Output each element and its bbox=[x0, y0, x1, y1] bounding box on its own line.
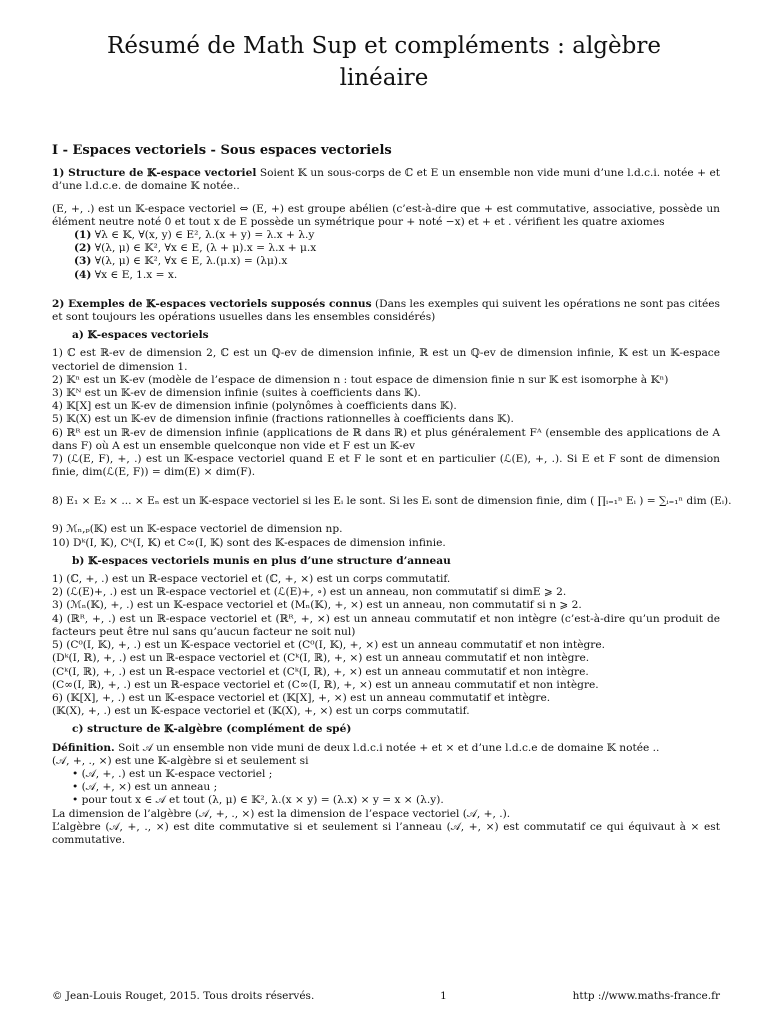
website-link[interactable]: http ://www.maths-france.fr bbox=[572, 990, 720, 1002]
section-heading: I - Espaces vectoriels - Sous espaces vectoriels bbox=[52, 143, 392, 158]
subsubsection-c: c) structure de 𝕂-algèbre (complément de spé) bbox=[72, 723, 352, 736]
paragraph-structure bbox=[52, 167, 720, 193]
document-body bbox=[52, 143, 732, 847]
axiom-text: ∀(λ, μ) ∈ 𝕂², ∀x ∈ E, (λ + μ).x = λ.x + μ.x bbox=[91, 242, 317, 255]
definition-line: (𝒜, +, ., ×) est une 𝕂-algèbre si et seulement si bbox=[52, 754, 309, 767]
list-b bbox=[52, 573, 720, 718]
list-item: 6) (𝕂[X], +, .) est un 𝕂-espace vectoriel et (𝕂[X], +, ×) est un anneau commutatif et intègre. bbox=[52, 691, 551, 704]
axiom-number: (4) bbox=[74, 268, 92, 281]
paragraph-text: Soient 𝕂 un sous-corps de ℂ et E un ensemble non vide muni d’une l.d.c.i. notée + et d’une l.d.c.e. de domaine 𝕂 notée.. bbox=[52, 167, 720, 193]
subsubsection-b: b) 𝕂-espaces vectoriels munis en plus d’une structure d’anneau bbox=[72, 554, 451, 567]
list-item: 6) ℝᴿ est un ℝ-ev de dimension infinie (applications de ℝ dans ℝ) et plus généralement Fᴬ (ensemble des applications de A dans F) où A est un ensemble quelconque non vide et F est un 𝕂-ev bbox=[52, 426, 720, 452]
bullet-item: • (𝒜, +, .) est un 𝕂-espace vectoriel ; bbox=[72, 768, 720, 781]
subsubsection-a: a) 𝕂-espaces vectoriels bbox=[72, 329, 209, 342]
list-item: 9) ℳₙ,ₚ(𝕂) est un 𝕂-espace vectoriel de dimension np. bbox=[52, 523, 343, 536]
paragraph-text: (Dans les exemples qui suivent les opérations ne sont pas citées et sont toujours les opérations usuelles dans les ensembles considérés) bbox=[52, 297, 720, 324]
page-title bbox=[0, 30, 768, 94]
axiom-list bbox=[52, 229, 720, 282]
axiom-text: ∀λ ∈ 𝕂, ∀(x, y) ∈ E², λ.(x + y) = λ.x + λ.y bbox=[91, 229, 315, 242]
paragraph-examples bbox=[52, 298, 720, 324]
title-line-2: linéaire bbox=[339, 65, 429, 91]
list-item-formula bbox=[52, 479, 732, 523]
axiom-number: (3) bbox=[74, 255, 92, 268]
list-a bbox=[52, 347, 732, 549]
axiom-item bbox=[74, 242, 720, 255]
list-item: 1) (ℂ, +, .) est un ℝ-espace vectoriel et (ℂ, +, ×) est un corps commutatif. bbox=[52, 573, 451, 586]
formula-text: 8) E₁ × E₂ × ... × Eₙ est un 𝕂-espace vectoriel si les Eᵢ le sont. Si les Eᵢ sont de dimension finie, dim ( ∏ᵢ₌₁ⁿ Eᵢ ) = ∑ᵢ₌₁ⁿ dim (Eᵢ). bbox=[52, 494, 732, 507]
copyright-text: © Jean-Louis Rouget, 2015. Tous droits réservés. bbox=[52, 990, 315, 1002]
list-item: 5) 𝕂(X) est un 𝕂-ev de dimension infinie (fractions rationnelles à coefficients dans 𝕂). bbox=[52, 413, 514, 426]
bullet-item: • pour tout x ∈ 𝒜 et tout (λ, μ) ∈ 𝕂², λ.(x × y) = (λ.x) × y = x × (λ.y). bbox=[72, 794, 720, 807]
list-item: 10) Dᵏ(I, 𝕂), Cᵏ(I, 𝕂) et C∞(I, 𝕂) sont des 𝕂-espaces de dimension infinie. bbox=[52, 536, 446, 549]
paragraph-definition: (E, +, .) est un 𝕂-espace vectoriel ⇔ (E, +) est groupe abélien (c’est-à-dire que + est commutative, associative, possède un élément neutre noté 0 et tout x de E possède un symétrique pour + noté −x) et + et . vérifient les quatre axiomes bbox=[52, 202, 720, 228]
closing-line: L’algèbre (𝒜, +, ., ×) est dite commutative si et seulement si l’anneau (𝒜, +, ×) est commutatif ce qui équivaut à × est commutative. bbox=[52, 820, 720, 846]
list-item: 2) (ℒ(E)+, .) est un ℝ-espace vectoriel et (ℒ(E)+, ∘) est un anneau, non commutatif si dimE ⩾ 2. bbox=[52, 586, 567, 599]
list-item: 2) 𝕂ⁿ est un 𝕂-ev (modèle de l’espace de dimension n : tout espace de dimension finie n sur 𝕂 est isomorphe à 𝕂ⁿ) bbox=[52, 373, 669, 386]
bullet-item: • (𝒜, +, ×) est un anneau ; bbox=[72, 781, 720, 794]
subsection-heading: 1) Structure de 𝕂-espace vectoriel bbox=[52, 167, 257, 180]
list-item: (C∞(I, ℝ), +, .) est un ℝ-espace vectoriel et (C∞(I, ℝ), +, ×) est un anneau commutatif et non intègre. bbox=[52, 678, 599, 691]
list-item: 3) (ℳₙ(𝕂), +, .) est un 𝕂-espace vectoriel et (Mₙ(𝕂), +, ×) est un anneau, non commutatif si n ⩾ 2. bbox=[52, 599, 582, 612]
page-footer bbox=[52, 990, 720, 1003]
list-item: 4) (ℝᴿ, +, .) est un ℝ-espace vectoriel et (ℝᴿ, +, ×) est un anneau commutatif et non intègre (c’est-à-dire qu’un produit de facteurs peut être nul sans qu’aucun facteur ne soit nul) bbox=[52, 612, 720, 638]
axiom-item bbox=[74, 269, 720, 282]
closing-line: La dimension de l’algèbre (𝒜, +, ., ×) est la dimension de l’espace vectoriel (𝒜, +, .). bbox=[52, 807, 511, 820]
title-line-1: Résumé de Math Sup et compléments : algèbre bbox=[107, 33, 661, 59]
list-item: 5) (C⁰(I, 𝕂), +, .) est un 𝕂-espace vectoriel et (C⁰(I, 𝕂), +, ×) est un anneau commutatif et non intègre. bbox=[52, 639, 605, 652]
list-item: 7) (ℒ(E, F), +, .) est un 𝕂-espace vectoriel quand E et F le sont et en particulier (ℒ(E), +, .). Si E et F sont de dimension finie, dim(ℒ(E, F)) = dim(E) × dim(F). bbox=[52, 453, 720, 479]
definition-paragraph bbox=[52, 742, 720, 755]
definition-label: Définition. bbox=[52, 741, 115, 754]
list-item: 3) 𝕂ᴺ est un 𝕂-ev de dimension infinie (suites à coefficients dans 𝕂). bbox=[52, 387, 421, 400]
list-item: (Dᵏ(I, ℝ), +, .) est un ℝ-espace vectoriel et (Cᵏ(I, ℝ), +, ×) est un anneau commutatif et non intègre. bbox=[52, 652, 590, 665]
bullet-list bbox=[52, 768, 720, 808]
axiom-text: ∀x ∈ E, 1.x = x. bbox=[91, 268, 178, 281]
axiom-item bbox=[74, 229, 720, 242]
subsection-heading: 2) Exemples de 𝕂-espaces vectoriels supposés connus bbox=[52, 297, 372, 310]
definition-text: Soit 𝒜 un ensemble non vide muni de deux l.d.c.i notée + et × et d’une l.d.c.e de domaine 𝕂 notée .. bbox=[114, 741, 660, 754]
axiom-text: ∀(λ, μ) ∈ 𝕂², ∀x ∈ E, λ.(μ.x) = (λμ).x bbox=[91, 255, 288, 268]
list-item: 1) ℂ est ℝ-ev de dimension 2, ℂ est un ℚ-ev de dimension infinie, ℝ est un ℚ-ev de dimension infinie, 𝕂 est un 𝕂-espace vectoriel de dimension 1. bbox=[52, 347, 720, 373]
axiom-number: (1) bbox=[74, 229, 92, 242]
list-item: (𝕂(X), +, .) est un 𝕂-espace vectoriel et (𝕂(X), +, ×) est un corps commutatif. bbox=[52, 705, 470, 718]
axiom-number: (2) bbox=[74, 242, 92, 255]
page-number: 1 bbox=[440, 990, 447, 1002]
axiom-item bbox=[74, 255, 720, 268]
list-item: 4) 𝕂[X] est un 𝕂-ev de dimension infinie (polynômes à coefficients dans 𝕂). bbox=[52, 400, 457, 413]
list-item: (Cᵏ(I, ℝ), +, .) est un ℝ-espace vectoriel et (Cᵏ(I, ℝ), +, ×) est un anneau commutatif et non intègre. bbox=[52, 665, 589, 678]
